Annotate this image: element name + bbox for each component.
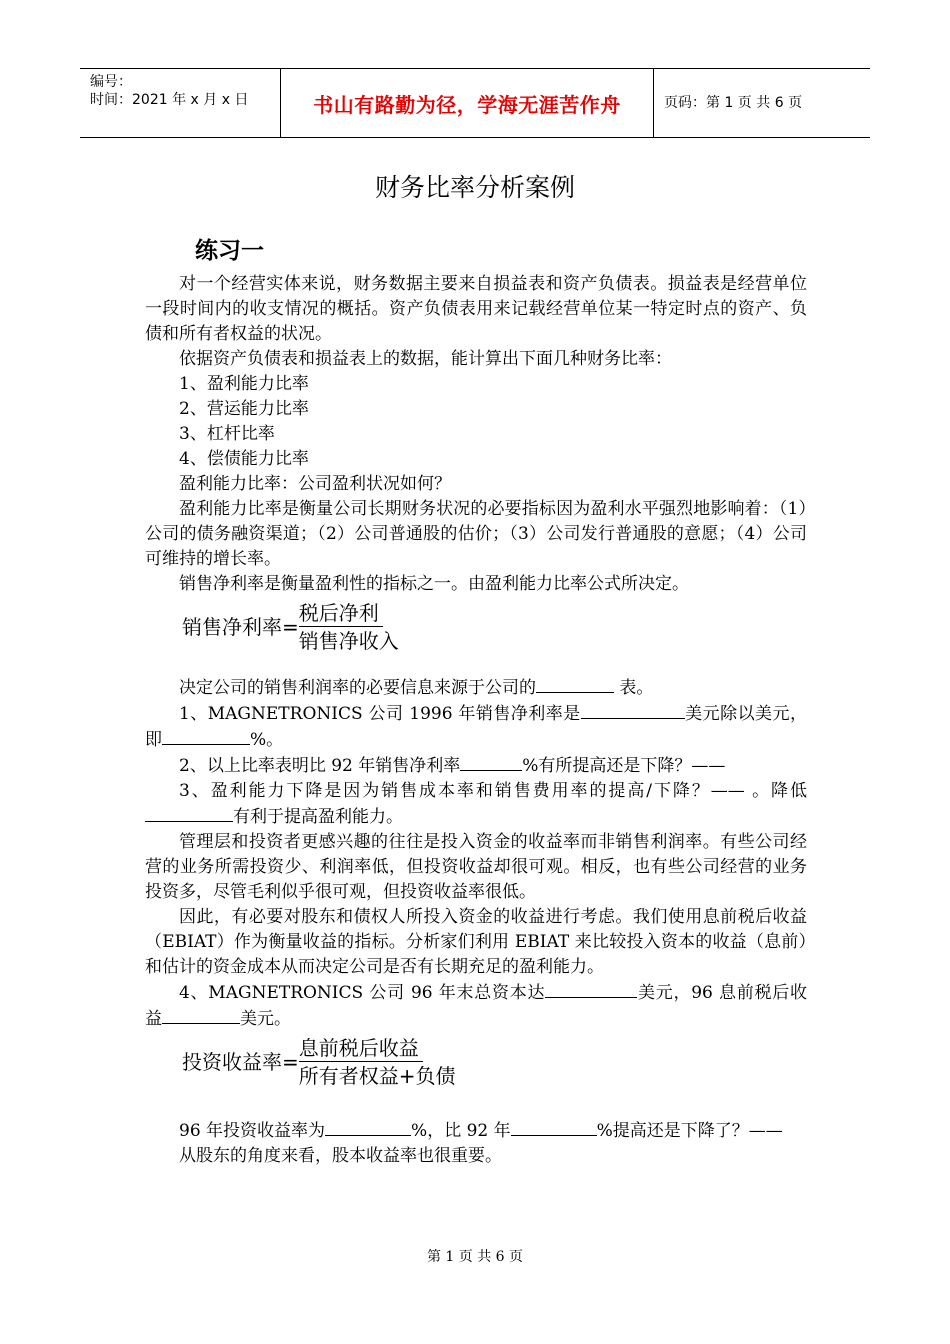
formula-net-margin [182,597,807,657]
answer-blank[interactable] [162,727,250,745]
question-1: 1、MAGNETRONICS 公司 1996 年销售净利率是 美元除以美元，即 %。 [145,701,807,753]
motto: 书山有路勤为径，学海无涯苦作舟 [313,92,621,117]
paragraph-profitability-question: 盈利能力比率：公司盈利状况如何？ [179,474,451,494]
number-label: 编号： [90,74,132,90]
fraction-denominator: 所有者权益+负债 [298,1063,456,1088]
answer-blank[interactable] [325,1118,411,1136]
page-info: 页码：第 1 页 共 6 页 [664,95,803,111]
paragraph-ebiat: 因此，有必要对股东和债权人所投入资金的收益进行考虑。我们使用息前税后收益（EBIAT）作为衡量收益的指标。分析家们利用 EBIAT 来比较投入资本的收益（息前）和估计的资金成本从而决定公司是否有长期充足的盈利能力。 [145,907,807,977]
fraction [299,600,399,655]
paragraph-investment-return: 管理层和投资者更感兴趣的往往是投入资金的收益率而非销售利润率。有些公司经营的业务所需投资少、利润率低，但投资收益却很可观。相反，也有些公司经营的业务投资多，尽管毛利似乎很可观，但投资收益率很低。 [145,832,807,902]
answer-blank[interactable] [536,675,614,693]
answer-blank[interactable] [460,753,522,771]
answer-blank[interactable] [162,1006,240,1024]
paragraph-intro: 对一个经营实体来说，财务数据主要来自损益表和资产负债表。损益表是经营单位一段时间内的收支情况的概括。资产负债表用来记载经营单位某一特定时点的资产、负债和所有者权益的状况。 [145,274,807,344]
header-table [80,68,870,138]
answer-blank[interactable] [581,701,685,719]
fraction [299,1035,456,1090]
formula-roi [182,1032,807,1092]
section-heading: 练习一 [195,238,264,264]
question-4: 4、MAGNETRONICS 公司 96 年末总资本达 美元，96 息前税后收益 美元。 [145,980,807,1032]
question-5: 96 年投资收益率为 %，比 92 年 %提高还是下降了？—— [145,1118,807,1144]
page-title: 财务比率分析案例 [374,173,575,202]
date-label: 时间：2021 年 x 月 x 日 [90,92,249,108]
list-item: 1、盈利能力比率 [179,374,309,394]
question-source: 决定公司的销售利润率的必要信息来源于公司的 表。 [145,675,807,701]
formula-label: 销售净利率= [182,614,299,639]
formula-label: 投资收益率= [182,1049,299,1074]
list-item: 4、偿债能力比率 [179,449,309,469]
header-right-cell [654,69,870,137]
paragraph-profitability: 盈利能力比率是衡量公司长期财务状况的必要指标因为盈利水平强烈地影响着：（1）公司的债务融资渠道；（2）公司普通股的估价；（3）公司发行普通股的意愿；（4）公司可维持的增长率。 [145,499,807,569]
fraction-numerator: 税后净利 [299,600,383,627]
list-item: 3、杠杆比率 [179,424,275,444]
fraction-denominator: 销售净收入 [298,628,399,653]
answer-blank[interactable] [511,1118,597,1136]
header-center-cell [281,69,654,137]
question-2: 2、以上比率表明比 92 年销售净利率 %有所提高还是下降？—— [145,753,807,779]
header-left-cell [80,69,281,137]
page-footer: 第 1 页 共 6 页 [426,1249,524,1265]
document-body [145,272,807,1169]
paragraph-equity-return: 从股东的角度来看，股本收益率也很重要。 [179,1146,502,1166]
paragraph-ratios-intro: 依据资产负债表和损益表上的数据，能计算出下面几种财务比率： [179,349,672,369]
answer-blank[interactable] [145,804,233,822]
paragraph-net-margin: 销售净利率是衡量盈利性的指标之一。由盈利能力比率公式所决定。 [179,574,689,594]
fraction-numerator: 息前税后收益 [299,1035,423,1062]
answer-blank[interactable] [545,980,637,998]
question-3: 3、盈利能力下降是因为销售成本率和销售费用率的提高/下降？—— 。降低有利于提高盈利能力。 [145,779,807,830]
list-item: 2、营运能力比率 [179,399,309,419]
